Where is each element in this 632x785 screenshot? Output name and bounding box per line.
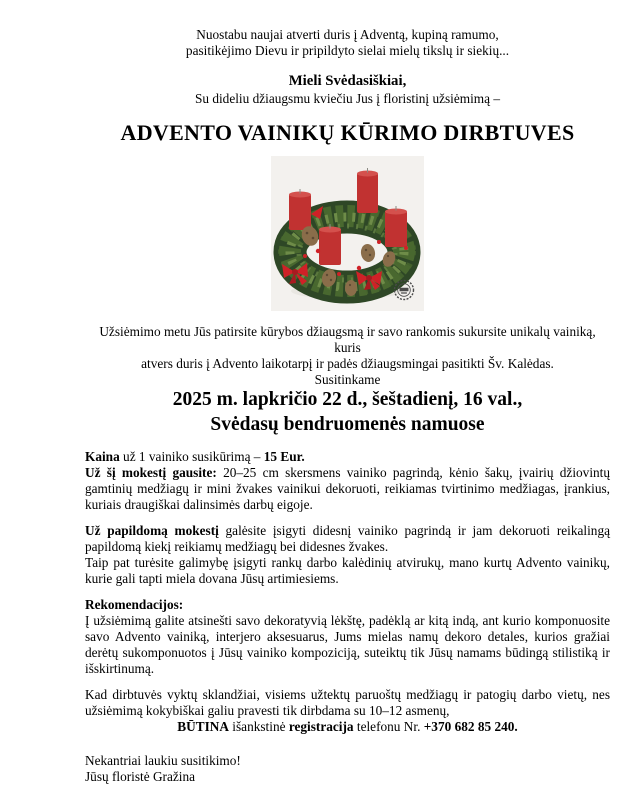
price-text: už 1 vainiko susikūrimą –	[119, 449, 264, 464]
registration-mid-1: išankstinė	[228, 719, 289, 734]
meeting-datetime	[85, 388, 610, 437]
registration-phone: +370 682 85 240.	[423, 719, 518, 734]
registration-note: Kad dirbtuvės vyktų sklandžiai, visiems užtektų paruoštų medžiagų ir patogių darbo vietų, nes užsiėmimą kokybiškai galiu pravesti tik dirbdama su 10–12 asmenų,	[85, 687, 610, 718]
registration-required: BŪTINA	[177, 719, 229, 734]
registration-call	[85, 719, 610, 735]
details-section	[85, 449, 610, 785]
greeting-block	[85, 73, 610, 107]
closing-line-1: Nekantriai laukiu susitikimo!	[85, 753, 241, 768]
registration-word: registracija	[288, 719, 354, 734]
price-value: 15 Eur.	[263, 449, 305, 464]
intro-line-2: pasitikėjimo Dievu ir pripildyto sielai mielų tikslų ir siekių...	[185, 43, 510, 58]
summary-line-1: Užsiėmimo metu Jūs patirsite kūrybos džiaugsmą ir savo rankomis sukursite unikalų vainiką, kuris	[99, 324, 596, 355]
candle-left	[289, 189, 311, 230]
intro-line-1: Nuostabu naujai atverti duris į Adventą, kupiną ramumo,	[196, 27, 499, 42]
candle-right	[385, 206, 407, 247]
salutation: Mieli Svėdasiškiai,	[288, 73, 407, 89]
includes-text: 20–25 cm skersmens vainiko pagrindą, kėnio šakų, įvairių džiovintų gamtinių medžiagų ir mini žvakes vainikui dekoruoti, reikiamas tvirtinimo medžiagas, įrankius, kuriais draugiškai dalinsimės darbų eigoje.	[85, 465, 610, 512]
closing-line-2: Jūsų floristė Gražina	[85, 769, 196, 784]
price-line	[85, 449, 610, 465]
closing-block	[85, 753, 610, 785]
registration-mid-2: telefonu Nr.	[353, 719, 424, 734]
meeting-label: Susitinkame	[314, 372, 381, 387]
meeting-date-line: 2025 m. lapkričio 22 d., šeštadienį, 16 val.,	[172, 389, 523, 410]
includes-paragraph	[85, 465, 610, 513]
extra-fee-paragraph	[85, 523, 610, 555]
extra-fee-label: Už papildomą mokestį	[85, 523, 219, 538]
includes-label: Už šį mokestį gausite:	[85, 465, 217, 480]
price-label: Kaina	[85, 449, 120, 464]
summary-line-2: atvers duris į Advento laikotarpį ir padės džiaugsmingai pasitikti Šv. Kalėdas.	[141, 356, 554, 371]
intro-paragraph	[85, 27, 610, 59]
meeting-venue-line: Svėdasų bendruomenės namuose	[210, 413, 485, 435]
page-title: ADVENTO VAINIKŲ KŪRIMO DIRBTUVES	[120, 120, 575, 145]
summary-paragraph	[85, 324, 610, 388]
recommendations-paragraph: Į užsiėmimą galite atsinešti savo dekoratyvią lėkštę, padėklą ar kitą indą, ant kurio komponuosite savo Advento vainiką, interjero aksesuarus, Jums mielas namų dekoro detales, kurios gražiai derėtų sukomponuotos į Jūsų vainiko kompoziciją, suteiktų tik Jūsų namams būdingą stilistiką ir išskirtinumą.	[85, 613, 610, 676]
candle-back-right	[357, 168, 378, 213]
recommendations-heading: Rekomendacijos:	[85, 597, 184, 612]
advent-wreath-photo	[271, 156, 424, 311]
candle-front-center	[319, 224, 341, 265]
invitation-line: Su dideliu džiaugsmu kviečiu Jus į floristinį užsiėmimą –	[194, 91, 501, 106]
advent-wreath-illustration	[271, 156, 424, 311]
extra-fee-text: galėsite įsigyti didesnį vainiko pagrindą ir jam dekoruoti reikalingą papildomą kiekį reikiamų medžiagų bei didesnes žvakes.	[85, 523, 610, 554]
gifts-paragraph: Taip pat turėsite galimybę įsigyti rankų darbo kalėdinių atvirukų, mano kurtų Advento vainikų, kurie gali tapti miela dovana Jūsų artimiesiems.	[85, 555, 610, 586]
